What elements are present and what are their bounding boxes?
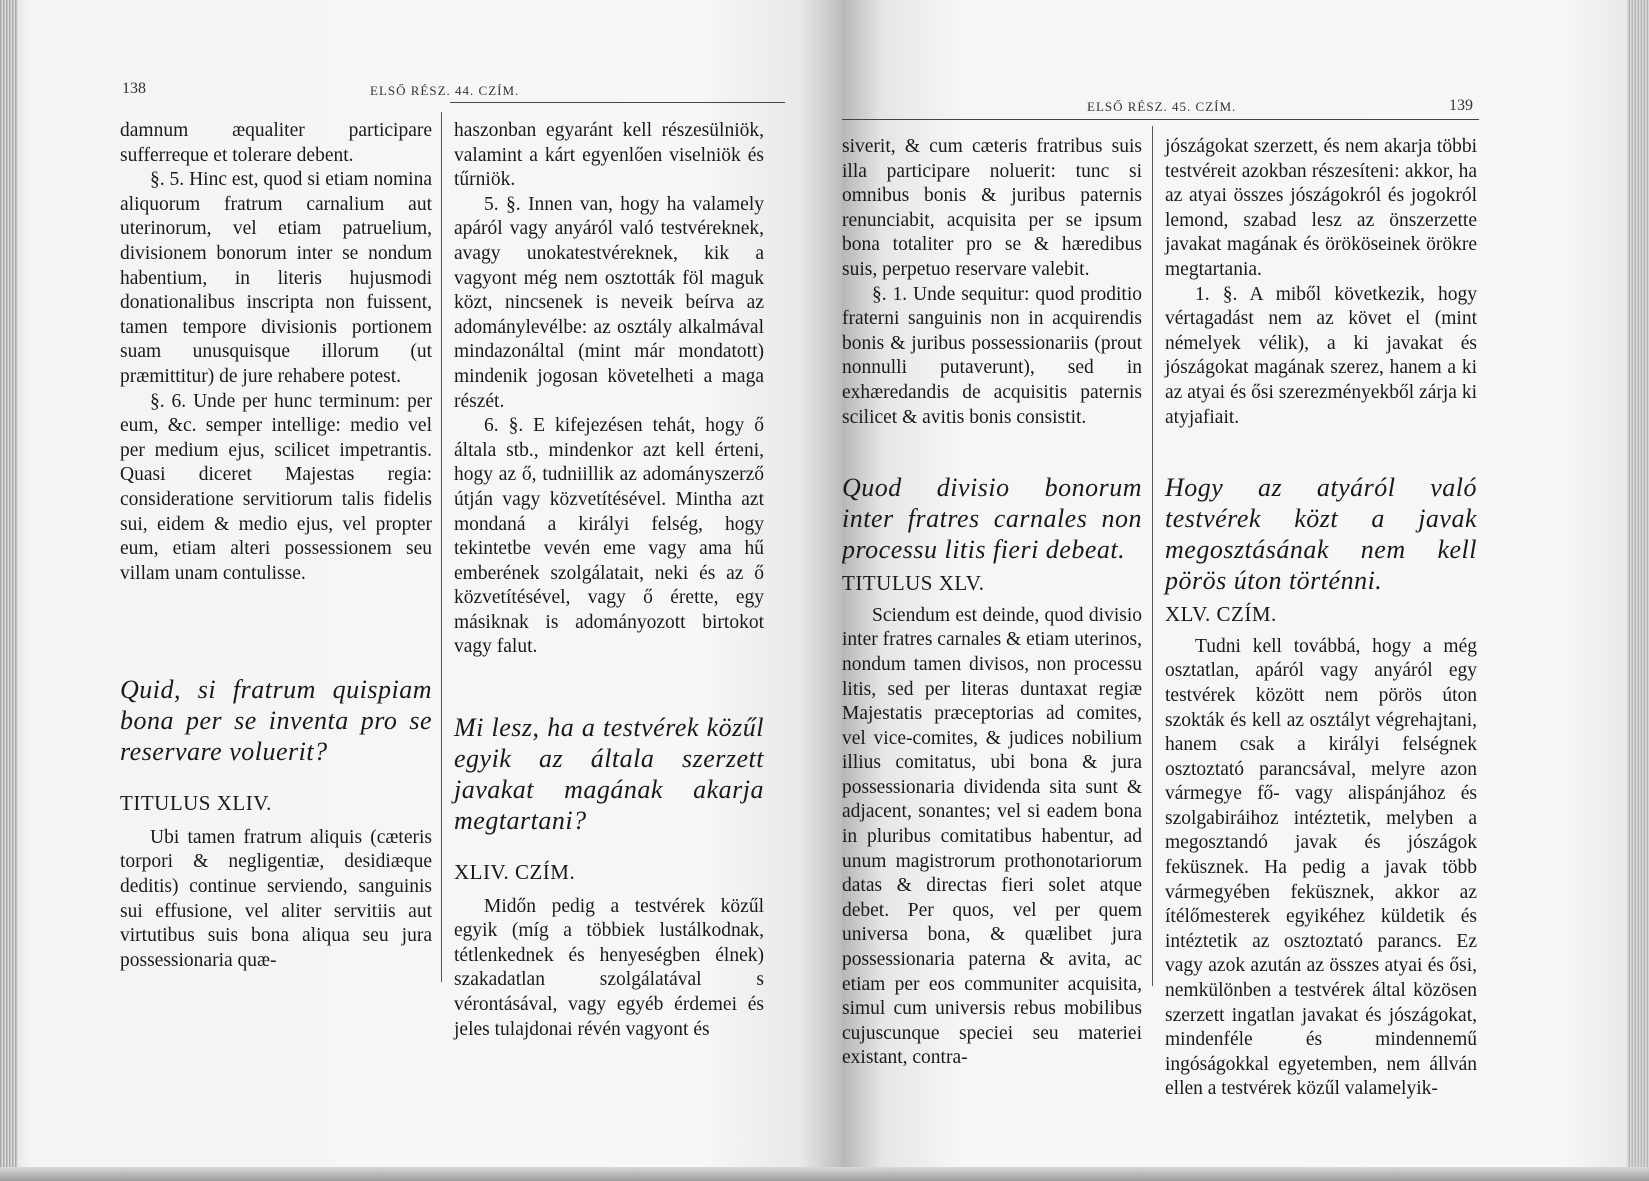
hungarian-column — [454, 119, 764, 1042]
paragraph: 1. §. A miből következik, hogy vértagadást nem az követ el (mint némelyek vélik), a ki javakat és jószágokat magának szerez, hanem a ki az atyai és ősi szerezményekből zárja ki atyjafiait. — [1165, 283, 1477, 428]
paragraph: Tudni kell továbbá, hogy a még osztatlan, apáról vagy anyáról egy testvérek között nem pörös úton szokták és kell az osztályt végrehajtani, hanem csak a királyi felségnek osztoztató parancsával, melyre azon vármegye fő- vagy alispánjához és szolgabiráihoz intéztetik, melyben a megosztandó javak és jószágok feküsznek. Ha pedig a javak több vármegyében feküsznek, akkor az ítélőmesterek egyikéhez küldetik és intéztetik az osztoztató parancs. Ez vagy azok azután az összes atyai és ősi, nemkülönben a testvérek által közösen szerzett ingatlan javakat és jószágokat, mindenféle és mindennemű ingóságokkal egyetemben, nem állván ellen a testvérek közűl valamelyik- — [1165, 635, 1477, 1100]
page-bottom-edge — [0, 1167, 842, 1181]
running-head: ELSŐ RÉSZ. 44. CZÍM. — [370, 83, 520, 98]
hungarian-column — [1165, 135, 1477, 1102]
paragraph: §. 5. Hinc est, quod si etiam nomina aliquorum fratrum carnalium aut uterinorum, vel etiam patruelium, divisionem bonorum inter se nondum habentium, in literis hujusmodi donationalibus inscripta non fuissent, tamen tempore divisionis portionem suam unusquisque illorum (ut præmittitur) de jure rehabere potest. — [120, 169, 432, 387]
right-page — [842, 0, 1649, 1181]
header-rule — [450, 102, 785, 103]
section-heading: Mi lesz, ha a testvérek közűl egyik az általa szerzett javakat magának akarja megtartani? — [454, 713, 764, 836]
paragraph: haszonban egyaránt kell részesülniök, valamint a kárt egyenlően viselniök és tűrniök. — [454, 120, 764, 191]
latin-column — [120, 119, 432, 973]
page-edge — [0, 0, 18, 1181]
paragraph: Sciendum est deinde, quod divisio inter fratres carnales & etiam uterinos, nondum tamen divisos, non processu litis, sed per literas duntaxat regiæ Majestatis præceptorias ad comites, vel vice-comites, & judices nobilium illius comitatus, ubi bona & jura possessionaria dividenda sita sunt & adjacent, sonantes; vel si eadem bona in pluribus comitatibus habentur, ad unum magistrorum prothonotariorum datas & directas fieri solet atque debet. Per quos, vel per quem universa bona, & quælibet jura possessionaria paterna & avita, ac etiam per eos communiter acquisita, simul cum universis rebus mobilibus cujuscunque speciei seu materiei existant, contra- — [842, 604, 1142, 1069]
titulus: XLIV. CZÍM. — [454, 860, 576, 885]
paragraph: siverit, & cum cæteris fratribus suis illa participare noluerit: tunc si omnibus bonis & juribus paternis renunciabit, acquisita per se ipsum bona totaliter pro se & hæredibus suis, perpetuo reservare valebit. — [842, 136, 1142, 280]
titulus: TITULUS XLV. — [842, 571, 985, 596]
page-number: 138 — [122, 80, 146, 97]
section-heading: Hogy az atyáról való testvérek közt a javak megosztásának nem kell pörös úton történni. — [1165, 473, 1477, 596]
page-number: 139 — [1449, 97, 1473, 114]
paragraph: Midőn pedig a testvérek közűl egyik (míg a többiek lustálkodnak, tétlenkednek és henyeségben élnek) szakadatlan szolgálatával s vérontásával, vagy egyéb érdemei és jeles tulajdonai révén vagyont és — [454, 895, 764, 1040]
paragraph: damnum æqualiter participare sufferreque et tolerare debent. — [120, 120, 432, 166]
section-heading: Quod divisio bonorum inter fratres carnales non processu litis fieri debeat. — [842, 473, 1142, 565]
page-bottom-edge — [842, 1167, 1649, 1181]
column-divider — [441, 112, 442, 982]
paragraph: §. 6. Unde per hunc terminum: per eum, &c. semper intellige: medio vel per medium ejus, scilicet impetrantis. Quasi diceret Majestas regia: consideratione servitiorum talis fidelis sui, eidem & medio ejus, vel propter eum, etiam alteri possessionem seu villam unam contulisse. — [120, 390, 432, 584]
latin-column — [842, 135, 1142, 1071]
titulus: XLV. CZÍM. — [1165, 602, 1277, 627]
paragraph: Ubi tamen fratrum aliquis (cæteris torpori & negligentiæ, desidiæque deditis) continue serviendo, sanguinis sui effusione, vel aliter servitiis aut virtutibus suis bona aliqua seu jura possessionaria quæ- — [120, 826, 432, 971]
page-edge — [1627, 0, 1649, 1181]
paragraph: §. 1. Unde sequitur: quod proditio fraterni sanguinis non in acquirendis bonis & juribus possessionariis (prout nonnulli putaverunt), sed in exhæredandis de acquisitis paternis scilicet & avitis bonis consistit. — [842, 283, 1142, 428]
header-rule — [842, 119, 1479, 120]
paragraph: 6. §. E kifejezésen tehát, hogy ő általa stb., mindenkor azt kell érteni, hogy az ő, tudniillik az adományszerző útján vagy közvetítésével. Mintha azt mondaná a királyi felség, hogy tekintetbe vevén eme vagy ama hű emberének szolgálatait, neki és az ő közvetítésével, vagy ő érette, egy másiknak is adományozott birtokot vagy falut. — [454, 415, 764, 658]
paragraph: 5. §. Innen van, hogy ha valamely apáról vagy anyáról való testvéreknek, avagy unokatestvéreknek, kik a vagyont még nem osztották föl maguk közt, nincsenek is neveik beírva az adománylevélbe: az osztály alkalmával mindazonáltal (mint már mondatott) mindenik jogosan követelheti a maga részét. — [454, 193, 764, 412]
section-heading: Quid, si fratrum quispiam bona per se inventa pro se reservare voluerit? — [120, 675, 432, 767]
titulus: TITULUS XLIV. — [120, 791, 272, 816]
column-divider — [1152, 126, 1153, 986]
paragraph: jószágokat szerzett, és nem akarja többi testvéreit azokban részesíteni: akkor, ha az atyai összes jószágokról és jogokról lemond, szabad lesz az önszerzette javakat magának és örököseinek örökre megtartania. — [1165, 136, 1477, 280]
running-head: ELSŐ RÉSZ. 45. CZÍM. — [1087, 99, 1237, 114]
